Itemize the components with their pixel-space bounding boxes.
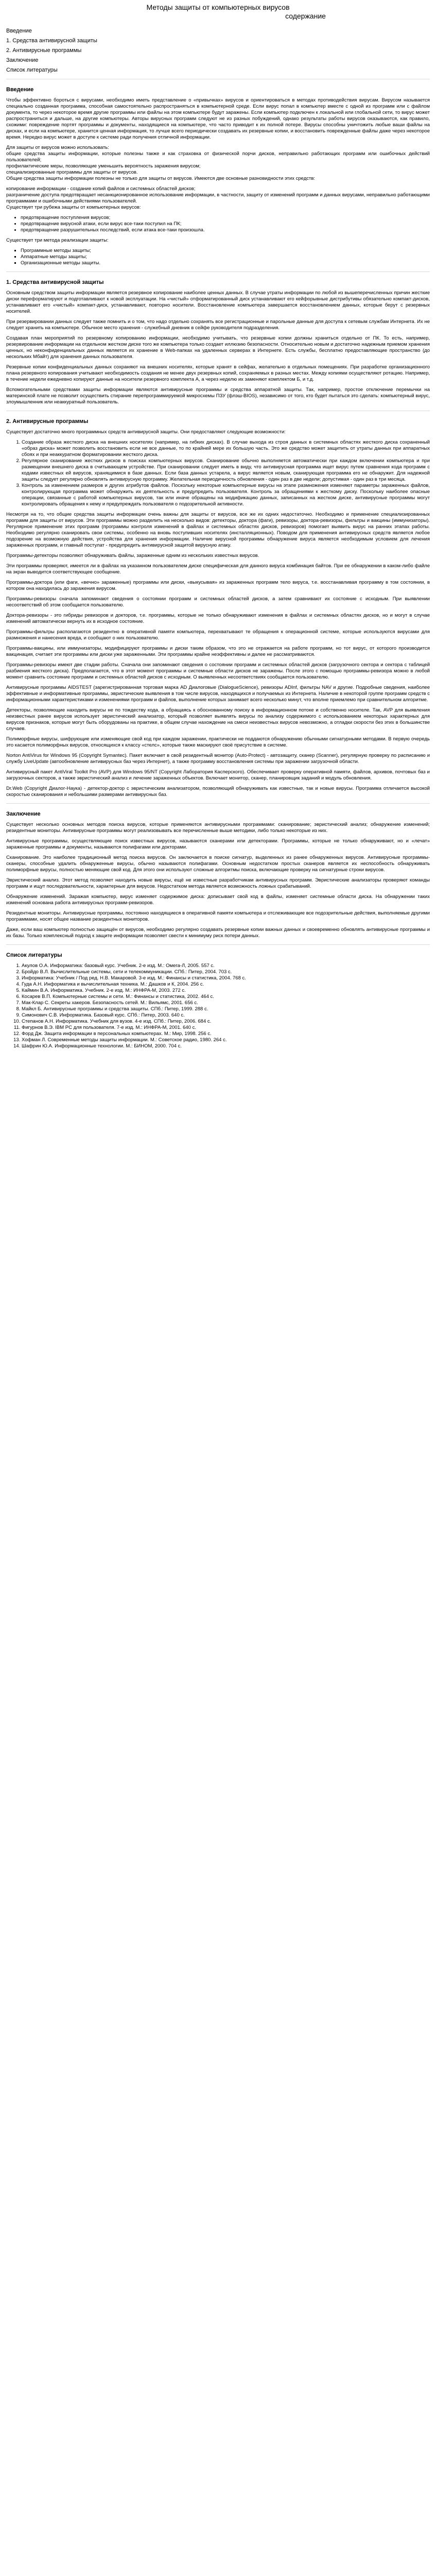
list-item: 2. Регулярное сканирование жестких дисков в поисках компьютерных вирусов. Сканирование обычно выполняется автоматически при каждом включении компьютера и при размещении внешнего диска в считывающем устройстве. При сканировании следует иметь в виду, что антивирусная программа ищет вирус путем сравнения кода программ с кодами известных ей вирусов, хранящимися в базе данных. Если база данных устарела, а вирус является новым, сканирующая программа его не обнаружит. Для надежной защиты следует регулярно обновлять антивирусную программу. Желательная периодичность обновления - один раз в две недели; допустимая - один раз в три месяца.	[22, 458, 430, 483]
paragraph: Полиморфные вирусы, шифрующие или изменяющие свой код при каждом заражении, практически не поддаются обнаружению обычными сигнатурными методами. В первую очередь это касается полиморфных вирусов, относящихся к классу «стелс», которые также маскируют своё присутствие в системе.	[6, 736, 430, 748]
paragraph: Детекторы, позволяющие находить вирусы не по тождеству кода, а обращаясь к обоснованному поиску в информационном потоке и собственно носителе. Так, AVP для выявления неизвестных ранее вирусов использует эвристический анализатор, который позволяет выявлять вирусы по анализу содержимого с использованием некоторых характерных для вирусов признаков, которые могут быть оборудованы на практике, в общем случае нахождение на смеси неизвестных вирусов невозможно, а отладки скорости без этих в большинстве случаев.	[6, 707, 430, 732]
paragraph: Существует три рубежа защиты от компьютерных вирусов:	[6, 205, 141, 210]
paragraph: Общие средства защиты информации полезны не только для защиты от вирусов. Имеются две основные разновидности этих средств:	[6, 176, 316, 181]
list-item: 3. Информатика: Учебник / Под ред. Н.В. Макаровой. 3-е изд. М.: Финансы и статистика, 2004. 768 с.	[22, 975, 430, 981]
toc-link-literature[interactable]: Список литературы	[6, 67, 58, 73]
list-item: ▪ Организационные методы защиты.	[21, 260, 430, 266]
paragraph: Программы-детекторы позволяют обнаруживать файлы, зараженные одним из нескольких известных вирусов.	[6, 553, 259, 558]
paragraph: Создавая план мероприятий по резервному копированию информации, необходимо учитывать, что резервные копии должны храниться отдельно от ПК. То есть, например, резервирование информации на отдельном жестком диске того же компьютера только создает иллюзию безопасности. Относительно новым и достаточно надежным приемом хранения ценных, но неконфиденциальных данных является их хранение в Web-папках на удаленных серверах в Интернете. Есть службы, бесплатно предоставляющие пространство (до нескольких Мбайт) для хранения данных пользователя.	[6, 335, 430, 360]
paragraph: разграничение доступа предотвращает несанкционированное использование информации, в частности, защиту от изменений программ и данных вирусами, неправильно работающими программами и ошибочными действиями пользователей.	[6, 192, 430, 204]
paragraph: Антивирусные программы, осуществляющие поиск известных вирусов, называются сканерами или детекторами. Программы, которые не только обнаруживают, но и «лечат» зараженные программы и документы, называются полифагами или докторами.	[6, 838, 430, 850]
document-title	[6, 0, 430, 21]
paragraph: Резервные копии конфиденциальных данных сохраняют на внешних носителях, которые хранят в сейфах, желательно в отдельных помещениях. При разработке организационного плана резервного копирования учитывают необходимость создания не менее двух резервных копий, сохраняемых в разных местах. Между копиями осуществляют ротацию. Например, в течение недели ежедневно копируют данные на носители резервного комплекта А, а через неделю их заменяют комплектом Б, и т.д.	[6, 364, 430, 382]
paragraph: Антивирусный пакет AntiViral Toolkit Pro (AVP) для Windows 95/NT (Copyright Лаборатория Касперского). Обеспечивает проверку оперативной памяти, файлов, архивов, почтовых баз и загрузочных секторов, а также эвристический анализ и лечение зараженных объектов. Включает монитор, сканер, планировщик заданий и модуль обновления.	[6, 769, 430, 781]
paragraph: Существует три метода реализации защиты:	[6, 238, 109, 243]
paragraph: Резидентные мониторы. Антивирусные программы, постоянно находящиеся в оперативной памяти компьютера и отслеживающие все подозрительные действия, выполняемые другими программами, носят общее название резидентных мониторов.	[6, 910, 430, 922]
document-page	[0, 0, 436, 1060]
paragraph: Программы-вакцины, или иммунизаторы, модифицируют программы и диски таким образом, что это не отражается на работе программ, но тот вирус, от которого производится вакцинация, считает эти программы или диски уже зараженными. Эти программы крайне неэффективны и далее не рассматриваются.	[6, 646, 430, 657]
heading-conclusion: Заключение	[6, 811, 41, 817]
paragraph: специализированные программы для защиты от вирусов.	[6, 170, 138, 175]
paragraph: Сканирование. Это наиболее традиционный метод поиска вирусов. Он заключается в поиске сигнатур, выделенных из ранее обнаруженных вирусов. Антивирусные программы-сканеры, способные удалить обнаруженные вирусы, обычно называются полифагами. Основным недостатком простых сканеров является их неспособность обнаруживать полиморфные вирусы, полностью меняющие свой код. Для этого они используют сложные алгоритмы поиска, включающие проверку на сигнатурные строки вирусов.	[6, 855, 430, 873]
list-item: 9. Симонович С.В. Информатика. Базовый курс. СПб.: Питер, 2003. 640 с.	[22, 1012, 430, 1019]
paragraph: Обнаружение изменений. Заражая компьютер, вирус изменяет содержимое диска: дописывает свой код в файлы, изменяет системные области диска. На обнаружении таких изменений основана работа антивирусных программ-ревизоров.	[6, 894, 430, 906]
paragraph: копирование информации - создание копий файлов и системных областей дисков;	[6, 186, 196, 192]
list-item: 11. Фигурнов В.Э. IBM PC для пользователя. 7-е изд. М.: ИНФРА-М, 2001. 640 с.	[22, 1025, 430, 1031]
paragraph: Вспомогательными средствами защиты информации являются антивирусные программы и средства аппаратной защиты. Так, например, простое отключение перемычки на материнской плате не позволит осуществить стирание перепрограммируемой микросхемы ПЗУ (флэш-BIOS), независимо от того, кто будет пытаться это сделать: компьютерный вирус, злоумышленник или неаккуратный пользователь.	[6, 387, 430, 405]
paragraph: Даже, если ваш компьютер полностью защищён от вирусов, необходимо регулярно создавать резервные копии важных данных и своевременно обновлять антивирусные программы и их базы. Только комплексный подход к защите информации позволяет свести к минимуму риск потери данных.	[6, 927, 430, 939]
list-item: 1. Акулов О.А. Информатика: базовый курс. Учебник. 2-е изд. М.: Омега-Л, 2005. 557 с.	[22, 963, 430, 969]
table-of-contents	[6, 28, 430, 74]
list-item: • предотвращение разрушительных последствий, если атака все-таки произошла.	[21, 227, 430, 233]
list-item: 13. Хофман Л. Современные методы защиты информации. М.: Советское радио, 1980. 264 с.	[22, 1037, 430, 1043]
heading-section-1: 1. Средства антивирусной защиты	[6, 279, 104, 285]
protection-methods-list	[6, 248, 430, 266]
paragraph: Программы-ревизоры сначала запоминают сведения о состоянии программ и системных областей дисков, а затем сравнивают их состояние с исходным. При выявлении несоответствий об этом сообщается пользователю.	[6, 596, 430, 608]
list-item: 12. Форд Дж. Защита информации в персональных компьютерах. М.: Мир, 1998. 256 с.	[22, 1031, 430, 1037]
paragraph: При резервировании данных следует также помнить и о том, что надо отдельно сохранять все регистрационные и парольные данные для доступа к сетевым службам Интернета. Их не следует хранить на компьютере. Обычное место хранения - служебный дневник в сейфе руководителя подразделения.	[6, 319, 430, 331]
list-item: • предотвращение вирусной атаки, если вирус все-таки поступил на ПК;	[21, 221, 430, 227]
paragraph: профилактические меры, позволяющие уменьшить вероятность заражения вирусом;	[6, 163, 201, 169]
list-item: 8. Майкл Б. Антивирусные программы и средства защиты. СПб.: Питер, 1999. 288 с.	[22, 1006, 430, 1012]
list-item: 1. Создание образа жесткого диска на внешних носителях (например, на гибких дисках). В случае выхода из строя данных в системных областях жесткого диска сохраненный «образ диска» может позволить восстановить если не все данные, то по крайней мере их большую часть. Это же средство может защитить от утраты данных при аппаратных сбоях и при неаккуратном форматировании жесткого диска.	[22, 439, 430, 458]
paragraph: Доктора-ревизоры - это гибриды ревизоров и докторов, т.е. программы, которые не только обнаруживают изменения в файлах и системных областях дисков, но и могут в случае изменений автоматически вернуть их в исходное состояние.	[6, 613, 430, 624]
list-item: 2. Бройдо В.Л. Вычислительные системы, сети и телекоммуникации. СПб.: Питер, 2004. 703 с.	[22, 969, 430, 975]
defense-lines-list	[6, 215, 430, 233]
divider	[6, 803, 430, 804]
document-title-text: Методы защиты от компьютерных вирусов	[146, 3, 290, 11]
list-item: ▪ Аппаратные методы защиты;	[21, 254, 430, 260]
list-item: 3. Контроль за изменением размеров и других атрибутов файлов. Поскольку некоторые компьютерные вирусы на этапе размножения изменяют параметры зараженных файлов, контролирующая программа может обнаружить их деятельность и предупредить пользователя. Контроль за обращениями к жесткому диску. Поскольку наиболее опасные операции, связанные с работой компьютерных вирусов, так или иначе обращены на модификацию данных, записанных на жестком диске, антивирусные программы могут контролировать обращения к нему и предупреждать пользователя о подозрительной активности.	[22, 483, 430, 507]
paragraph: Norton AntiVirus for Windows 95 (Copyright Symantec). Пакет включает в свой резидентный монитор (Auto-Protect) - автозащиту, сканер (Scanner), регулярную проверку по расписанию и службу LiveUpdate (автообновление антивирусных баз через Интернет), а также программу восстановления системы при заражении загрузочной области.	[6, 753, 430, 765]
list-item: ▪ Программные методы защиты;	[21, 248, 430, 254]
toc-link-intro[interactable]: Введение	[6, 28, 32, 34]
list-item: 10. Степанов А.Н. Информатика. Учебник для вузов. 4-е изд. СПб.: Питер, 2006. 684 с.	[22, 1019, 430, 1025]
toc-link-conclusion[interactable]: Заключение	[6, 57, 39, 63]
paragraph: Программы-доктора (или фаги, «вечно» зараженные) программы или диски, «выкусывая» из зараженных программ тело вируса, т.е. восстанавливая программу в том состоянии, в котором она находилась до заражения вирусом.	[6, 580, 430, 591]
paragraph: Антивирусные программы AIDSTEST (зарегистрированная торговая марка AD Диалоговые (DialogueScience), ревизоры ADInf, фильтры NAV и другие. Подробные сведения, наиболее эффективные и информативные программы, эвристические выявления в том числе вирусов, находящихся и получаемых из Интернета. Наличие в некоторой группе программ средств с информационными характеристиками и изменениями программ и файлов, выполнение которых занимает всего несколько минут, что вполне приемлемо при сравнительном алгоритме.	[6, 685, 430, 703]
paragraph: общие средства защиты информации, которые полезны также и как страховка от физической порчи дисков, неправильно работающих программ или ошибочных действий пользователей;	[6, 151, 430, 163]
paragraph: Существует несколько основных методов поиска вирусов, которые применяются антивирусными программами: сканирование; эвристический анализ; обнаружение изменений; резидентные мониторы. Антивирусные программы могут реализовывать все перечисленные выше методики, либо только некоторые из них.	[6, 822, 430, 834]
list-item: • предотвращение поступления вирусов;	[21, 215, 430, 221]
paragraph: Существует достаточно много программных средств антивирусной защиты. Они предоставляют следующие возможности:	[6, 429, 286, 435]
paragraph: Основным средством защиты информации является резервное копирование наиболее ценных данных. В случае утраты информации по любой из вышеперечисленных причин жесткие диски переформатируют и подготавливают к новой эксплуатации. На «чистый» отформатированный диск устанавливают его кейфорывные дистрибутивы обязательно компакт-дисков, устанавливают его «чистый» компакт-диск, устанавливают, повторно носители. Восстановление компьютера завершается восстановлением данных, которые берут с резервных носителей.	[6, 290, 430, 314]
paragraph: Программы-фильтры располагаются резидентно в оперативной памяти компьютера, перехватывают те обращения к операционной системе, которые используются вирусами для размножения и нанесения вреда, и сообщают о них пользователю.	[6, 629, 430, 641]
divider	[6, 944, 430, 945]
paragraph: Чтобы эффективно бороться с вирусами, необходимо иметь представление о «привычках» вирусов и ориентироваться в методах противодействия вирусам. Вирусом называется специально созданная программа, способная самостоятельно распространяться в компьютерной среде. Если вирус попал в компьютер вместе с одной из программ или с файлом документа, то через некоторое время другие программы или файлы на этом компьютере будут заражены. Если компьютер подключен к локальной или глобальной сети, то вирус может распространиться и дальше, на другие компьютеры. Авторы вирусных программ следуют не из разных побуждений, однако результаты работы вирусов оказываются, как правило, схожими: повреждение портят программы и документы, находящиеся на компьютере, что часто приводит к их полной потере. Вирусы способны уничтожить любые ваши файлы на дисках, и если на компьютере, хранится ценная информация, то лучше всего периодически создавать их резервные копии, и восстановить поврежденные файлы даже через некоторое время. Нередко вирус может в доступе к системе ради получения отличной информации.	[6, 97, 430, 140]
paragraph: Программы-ревизоры имеют две стадии работы. Сначала они запоминают сведения о состоянии программ и системных областей дисков (загрузочного сектора и сектора с таблицей разбиения жесткого диска). Предполагается, что в этот момент программы и системные области дисков не заражены. После этого с помощью программы-ревизора можно в любой момент сравнить состояние программ и системных областей дисков с исходным. О выявленных несоответствиях сообщается пользователю.	[6, 662, 430, 680]
paragraph: Для защиты от вирусов можно использовать:	[6, 145, 109, 150]
heading-section-2: 2. Антивирусные программы	[6, 418, 89, 425]
list-item: 6. Косарев В.П. Компьютерные системы и сети. М.: Финансы и статистика, 2002. 464 с.	[22, 994, 430, 1000]
antivirus-features-list	[6, 439, 430, 507]
paragraph: Эти программы проверяют, имеется ли в файлах на указанном пользователем диске специфическая для данного вируса комбинация байтов. При ее обнаружении в каком-либо файле на экран выводится соответствующее сообщение.	[6, 563, 430, 575]
literature-list	[6, 963, 430, 1049]
toc-link-section-1[interactable]: 1. Средства антивирусной защиты	[6, 38, 97, 44]
paragraph: Эвристический анализ. Этот метод позволяет находить новые вирусы, ещё не известные разработчикам антивирусных программ. Эвристические анализаторы проверяют команды программ и ищут последовательности, характерные для вирусов. Недостатком метода является возможность ложных срабатываний.	[6, 877, 430, 889]
heading-literature: Список литературы	[6, 952, 62, 958]
list-item: 5. Каймин В.А. Информатика. Учебник. 2-е изд. М.: ИНФРА-М, 2003. 272 с.	[22, 988, 430, 994]
list-item: 7. Мак-Клар С. Секреты хакеров. Безопасность сетей. М.: Вильямс, 2001. 656 с.	[22, 1000, 430, 1006]
heading-intro: Введение	[6, 87, 34, 93]
paragraph: Несмотря на то, что общие средства защиты информации очень важны для защиты от вирусов, все же их одних недостаточно. Необходимо и применение специализированных программ для защиты от вирусов. Эти программы можно разделить на несколько видов: детекторы, доктора (фаги), ревизоры, доктора-ревизоры, фильтры и вакцины (иммунизаторы). Регулярное применение этих программ (программы контроля изменений в файлах и системных областях дисков, ревизоров) помогает выявить вирус на ранних этапах работы. Необходимо регулярно сканировать свои системы, особенно на вновь поступивших носителях (инсталляционных). Поводом для применения антивирусных средств является любое подозрение на возможную действия, устройства для хранения информации. Наличие вирусной программы обнаружение вируса является необходимым условием для лечения зараженных программ, и главный постулат - предупредить антивирусной защитой вирусную атаку.	[6, 512, 430, 548]
document-subtitle: содержание	[285, 12, 326, 20]
paragraph: Dr.Web (Copyright Диалог-Наука) - детектор-доктор с эвристическим анализатором, позволяющий обнаруживать как известные, так и новые вирусы. Программа отличается высокой скоростью сканирования и небольшими размерами антивирусных баз.	[6, 786, 430, 798]
list-item: 4. Гуда А.Н. Информатика и вычислительная техника. М.: Дашков и К, 2004. 256 с.	[22, 981, 430, 988]
list-item: 14. Шафрин Ю.А. Информационные технологии. М.: БИНОМ, 2000. 704 с.	[22, 1043, 430, 1049]
toc-link-section-2[interactable]: 2. Антивирусные программы	[6, 47, 82, 54]
